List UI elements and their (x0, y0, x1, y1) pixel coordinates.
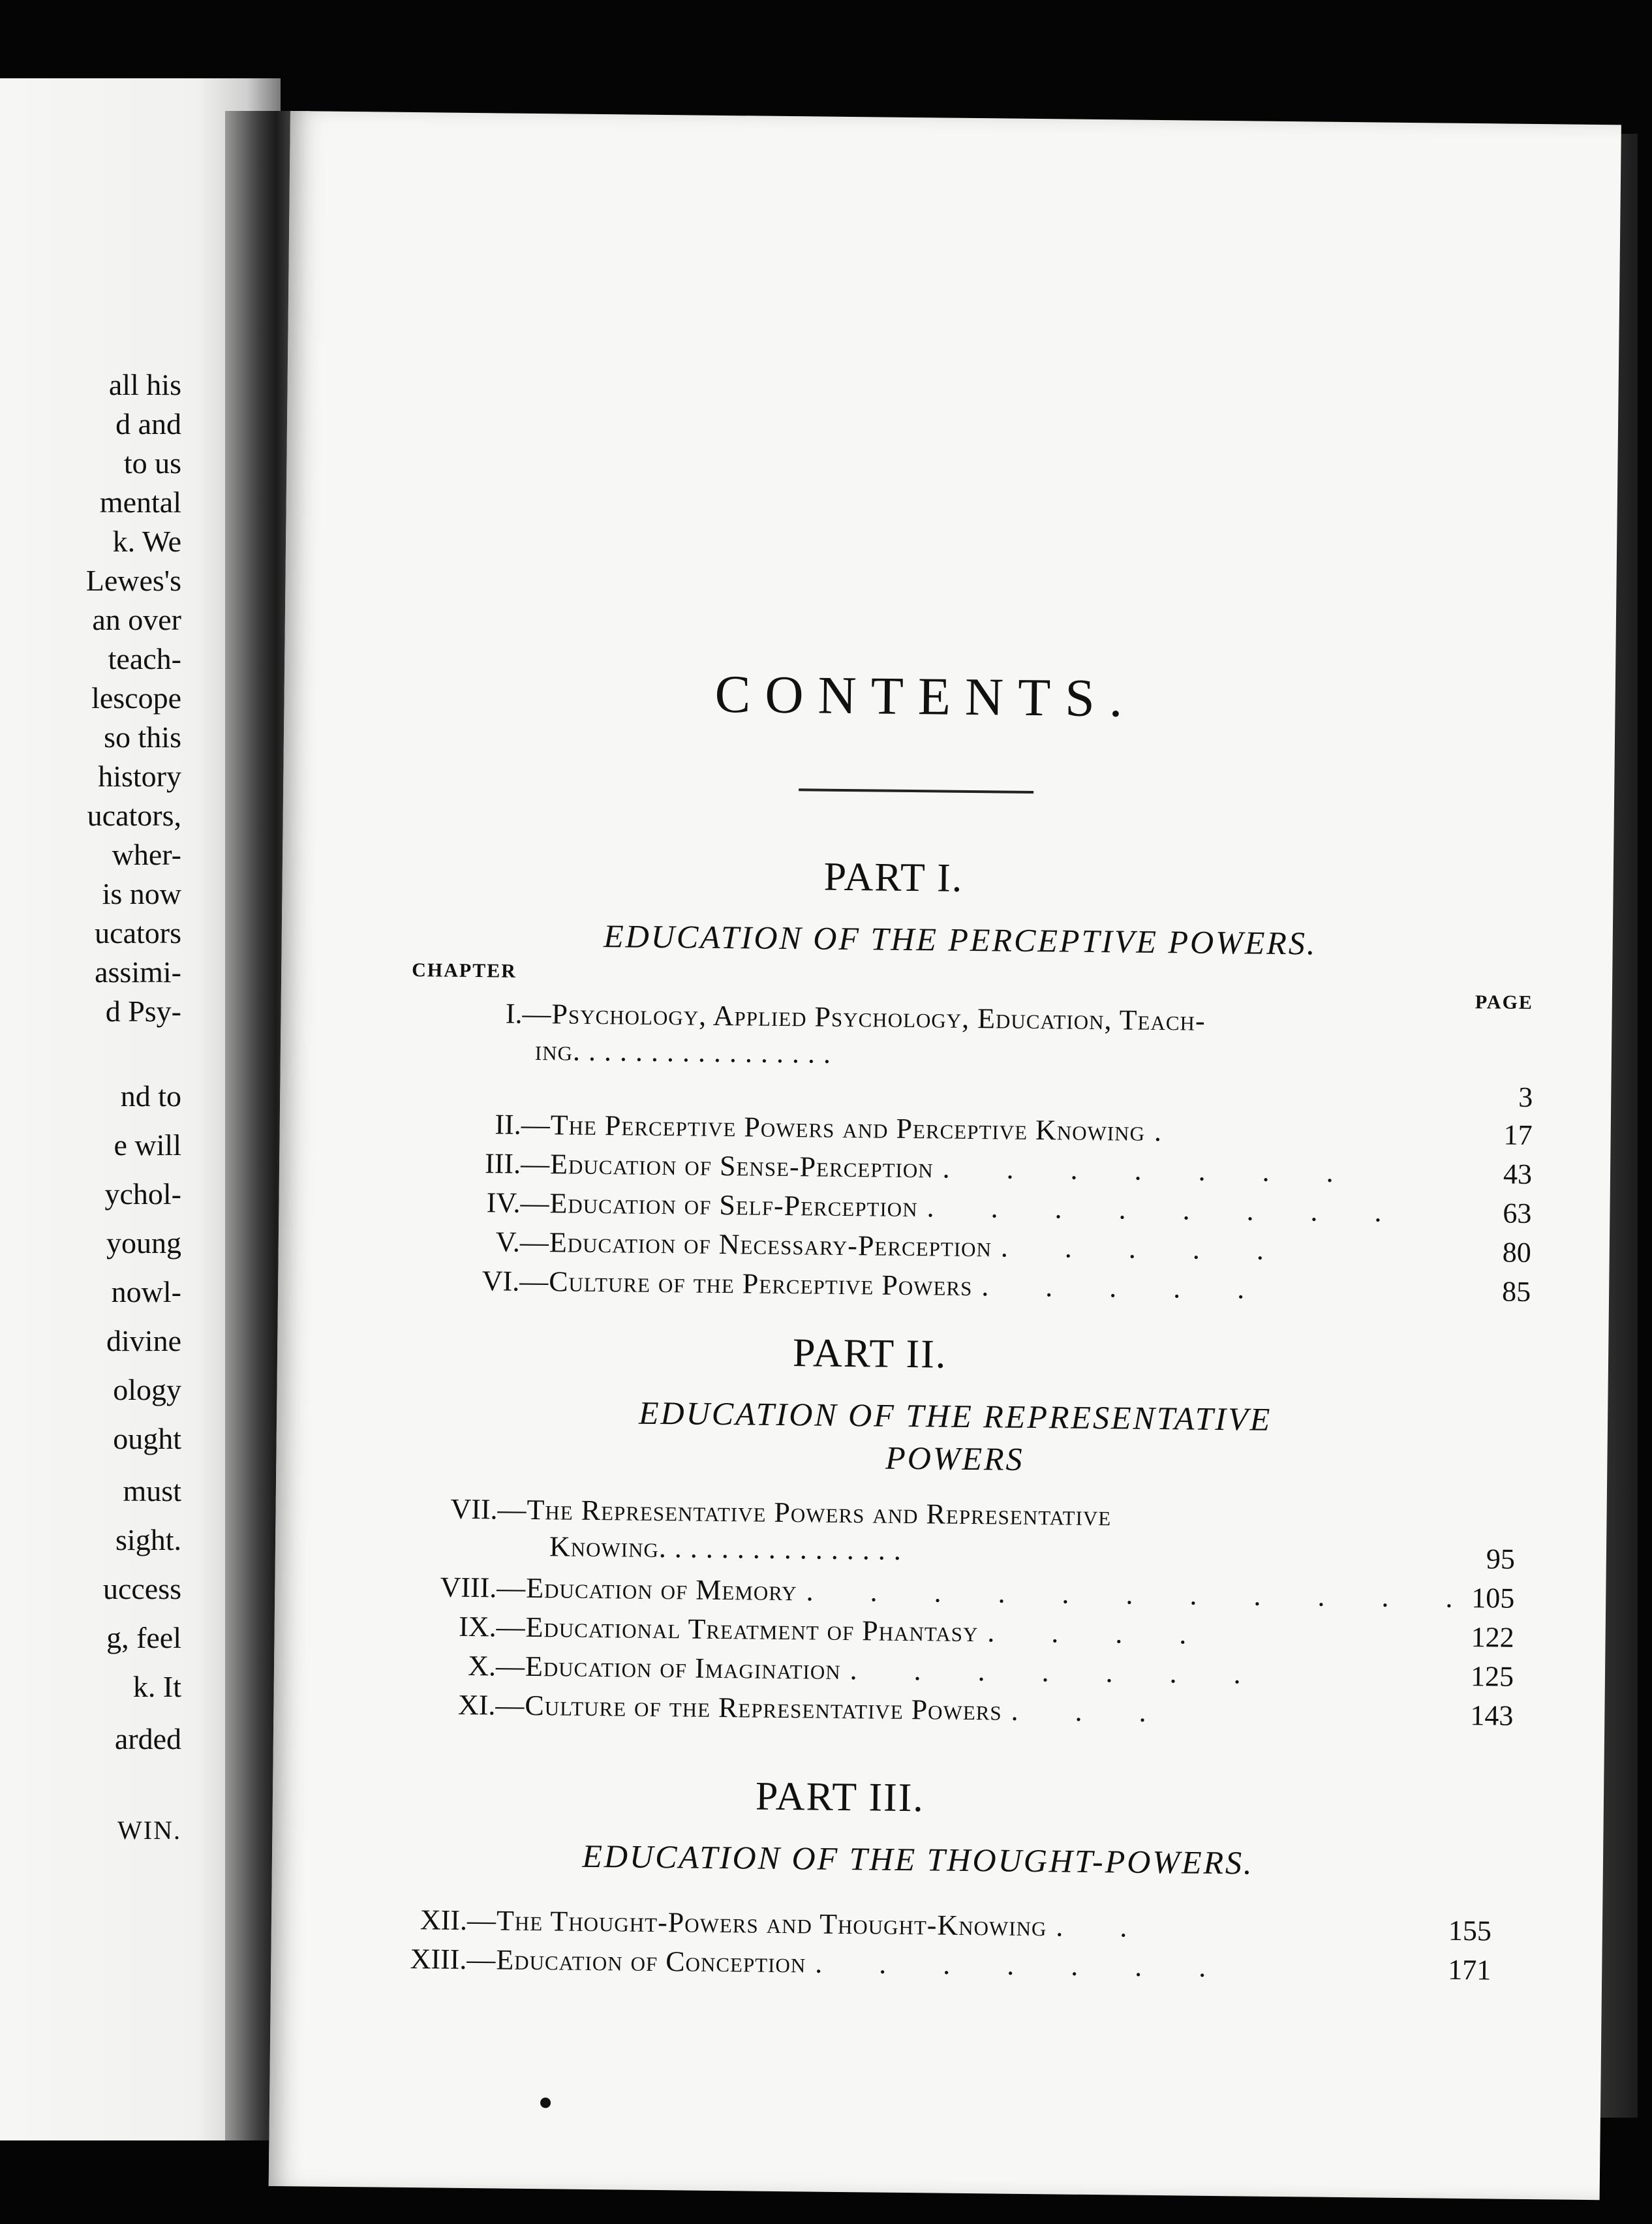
text-line: WIN. (117, 1815, 181, 1845)
text-line: ucators (95, 916, 181, 950)
text-line: d and (115, 407, 181, 440)
text-line: k. It (132, 1670, 181, 1703)
text-line: all his (108, 368, 181, 401)
part-1-subtitle: EDUCATION OF THE PERCEPTIVE POWERS. (603, 918, 1317, 962)
chapter-title: —Education of Conception (467, 1943, 806, 1979)
chapter-title: —Education of Necessary-Perception (519, 1226, 992, 1263)
text-line: assimi- (95, 955, 181, 989)
page-number: 85 (1501, 1275, 1531, 1308)
chapter-title: —Culture of the Perceptive Powers (519, 1265, 973, 1303)
dot-leader: . (1154, 1115, 1187, 1148)
page-number: 3 (1518, 1081, 1533, 1114)
dot-leader: . . . . . (981, 1270, 1270, 1305)
text-line: is now (102, 877, 181, 910)
chapter-number: XI. (457, 1688, 496, 1722)
chapter-number: VIII. (440, 1571, 497, 1604)
text-line: e will (114, 1128, 181, 1162)
dot-leader: . . . . . . . (849, 1654, 1266, 1690)
dot-leader: . . . . . . . (942, 1152, 1358, 1189)
text-line: must (123, 1474, 181, 1507)
text-line: Lewes's (85, 564, 181, 597)
chapter-number: III. (484, 1147, 521, 1180)
text-line: sight. (115, 1523, 181, 1556)
text-line: to us (123, 446, 181, 480)
chapter-title: —The Perceptive Powers and Perceptive Knowing (521, 1108, 1146, 1147)
page-number: 125 (1470, 1660, 1514, 1693)
page-number: 171 (1448, 1953, 1491, 1986)
dot-leader: . . . . (987, 1616, 1212, 1650)
text-line: ought (113, 1422, 181, 1455)
chapter-title-continuation: ing (534, 1034, 574, 1067)
text-line: ychol- (104, 1177, 181, 1211)
toc-entry-7[interactable] (380, 1489, 1111, 1536)
page-number: 105 (1471, 1582, 1515, 1614)
part-2-subtitle: EDUCATION OF THE REPRESENTATIVE (638, 1394, 1272, 1438)
chapter-title: —Education of Imagination (495, 1650, 841, 1686)
text-line: teach- (108, 642, 181, 675)
chapter-number: V. (495, 1226, 521, 1258)
dot-leader: . . . . . . . (815, 1947, 1231, 1984)
chapter-number: IV. (486, 1186, 521, 1219)
chapter-number: XIII. (410, 1943, 467, 1975)
dot-leader: . . . . . . . . (926, 1191, 1407, 1229)
dot-leader: . . . (1011, 1694, 1171, 1729)
part-1-title: PART I. (823, 854, 964, 901)
text-line: nowl- (111, 1275, 181, 1308)
toc-entry-7-continuation (549, 1530, 902, 1567)
chapter-number: IX. (459, 1610, 497, 1643)
text-line: k. We (112, 525, 181, 558)
chapter-title: —Psychology, Applied Psychology, Education, Teach- (522, 997, 1206, 1037)
text-line: ucators, (87, 799, 181, 832)
page-number: 95 (1486, 1543, 1516, 1575)
text-line: arded (114, 1722, 181, 1755)
text-line: mental (99, 486, 181, 519)
chapter-number: I. (505, 997, 523, 1030)
text-line: d Psy- (105, 995, 181, 1028)
dot-leader: . . (1056, 1910, 1152, 1943)
text-line: divine (106, 1324, 181, 1357)
contents-page (269, 111, 1621, 2200)
chapter-title-continuation: Knowing (549, 1530, 660, 1564)
chapter-column-label: CHAPTER (412, 959, 517, 982)
dot-leader: . . . . . (1000, 1231, 1289, 1267)
chapter-number: X. (468, 1649, 497, 1682)
dot-leader: . . . . . . . . . . . . . . . . . (572, 1034, 832, 1070)
chapter-title: —The Thought-Powers and Thought-Knowing (467, 1904, 1047, 1943)
part-3-title: PART III. (755, 1774, 925, 1821)
dot-leader: . . . . . . . . . . . (806, 1575, 1478, 1614)
chapter-title: —Education of Self-Perception (520, 1186, 918, 1224)
text-line: uccess (102, 1572, 181, 1605)
contents-heading: CONTENTS. (714, 664, 1137, 728)
text-line: lescope (91, 681, 181, 715)
part-2-title: PART II. (792, 1331, 947, 1377)
toc-page-1 (1454, 1077, 1533, 1117)
chapter-title: —Education of Memory (497, 1571, 797, 1607)
page-number: 63 (1503, 1197, 1532, 1230)
page-number: 155 (1448, 1914, 1492, 1947)
page-number: 17 (1503, 1119, 1533, 1152)
page-number: 43 (1503, 1158, 1533, 1191)
chapter-number: XII. (420, 1904, 468, 1936)
page-column-label: PAGE (1475, 991, 1534, 1014)
page-number: 80 (1502, 1236, 1532, 1269)
page-number: 122 (1471, 1621, 1514, 1654)
text-line: young (106, 1226, 181, 1259)
part-2-subtitle-line-2: POWERS (885, 1439, 1024, 1477)
chapter-title: —The Representative Powers and Representative (497, 1493, 1112, 1532)
text-line: so this (104, 720, 181, 754)
chapter-title: —Educational Treatment of Phantasy (496, 1611, 979, 1648)
text-line: nd to (120, 1079, 181, 1113)
text-line: g, feel (106, 1621, 181, 1654)
chapter-title: —Culture of the Representative Powers (495, 1689, 1002, 1727)
chapter-number: VI. (482, 1265, 520, 1297)
chapter-number: II. (495, 1108, 522, 1141)
text-line: history (98, 760, 181, 793)
dot-leader: . . . . . . . . . . . . . . . . (658, 1532, 902, 1566)
page-number: 143 (1470, 1699, 1514, 1732)
text-line: ology (113, 1373, 181, 1406)
chapter-title: —Education of Sense-Perception (520, 1147, 934, 1184)
ink-speck (540, 2097, 551, 2108)
toc-entry-1-continuation (535, 1034, 832, 1070)
part-3-subtitle: EDUCATION OF THE THOUGHT-POWERS. (582, 1837, 1254, 1881)
text-line: wher- (112, 838, 181, 871)
text-line: an over (92, 603, 181, 636)
chapter-number: VII. (450, 1492, 498, 1526)
toc-entry-1[interactable] (411, 993, 1206, 1041)
title-rule (799, 788, 1033, 794)
